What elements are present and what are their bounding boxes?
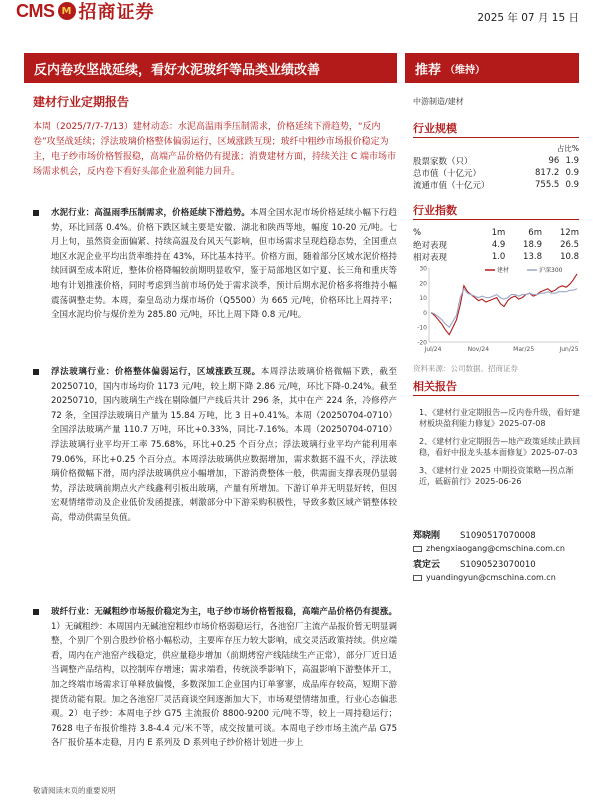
logo-cms-text: CMS	[16, 0, 55, 21]
analyst-2	[413, 557, 583, 582]
cell: 13.8	[523, 252, 542, 262]
cell: 26.5	[560, 240, 579, 250]
bullet-fiberglass	[33, 605, 397, 751]
legend-label: 建材	[497, 267, 510, 274]
scale-col-header: 占比%	[556, 144, 579, 153]
cell: 绝对表现	[413, 241, 448, 251]
cell: 1m	[491, 228, 506, 238]
cell: 相对表现	[413, 253, 448, 263]
bullet-glass	[33, 365, 397, 526]
analyst-1	[413, 528, 583, 553]
cell: 4.9	[491, 240, 506, 250]
cell: 755.5	[535, 180, 560, 190]
logo-mark-icon: M	[58, 2, 76, 20]
y-tick-label: 10	[419, 295, 427, 303]
table-row	[413, 167, 579, 179]
bullet-body: 本周浮法玻璃价格微幅下跌，截至 20250710，国内市场均价 1173 元/吨，较上期下降 2.86 元/吨，环比下降-0.24%。截至 20250710，国内玻璃生产线在剔除僵尸产线后共计 296 条，其中在产 224 条，冷修停产 72 条，全国浮法玻璃日产量为 15.84 万吨，比 3 日+0.41%。本周（20250704-0710）全国浮法玻璃产量 110.7 万吨，环比+0.33%，同比-7.16%。本周（20250704-0710）浮法玻璃行业平均开工率 75.68%，环比+0.25 个百分点；浮法玻璃行业平均产能利用率 79.06%，环比+0.25 个百分点。本周浮法玻璃供应数据增加，需求数据不温不火，浮法玻璃价格微幅下滑，周内浮法玻璃供应小幅增加，下游消费整体一般，供需面支撑表现仍显弱势，浮法玻璃前期点火产线鑫利引板出玻璃，产量有所增加。下游订单并无明显好转，但因宏观情绪带动及企业低价发函提涨，刺激部分中下游采购积极性，导致多数区域产销整体较高，带动供需呈负值。	[51, 367, 397, 523]
related-heading: 相关报告	[413, 376, 579, 396]
bullet-body: 1）无碱粗纱：本周国内无碱池窑粗纱市场价格弱稳运行，各池窑厂主流产品报价暂无明显调整，个别厂个别合股纱价格小幅松动，主要库存压力较大影响，成交灵活政策持续。供应端看，周内在产池窑产线稳定，供应量稳步增加（前期烤窑产线陆续生产正常），部分厂近日适当调整产品结构，以控制库存增速；需求端看，传统淡季影响下，高温影响下游整体开工，加之终端市场需求订单释放偏慢，多数深加工企业国内订单寥寥，成品库存较高，短期下游提货动能有限。加之各池窑厂灵活商谈空间逐渐加大下，市场观望情绪加重，行业心态偏悲观。2）电子纱：本周电子纱 G75 主流报价 8800-9200 元/吨不等，较上一周持稳运行；7628 电子布报价维持 3.8-4.4 元/米不等，成交按量可谈。本周电子纱市场主流产品 G75 各厂报价基本走稳，月内 E 系列及 D 系列电子纱价格计划进一步上	[51, 621, 397, 749]
cell: 1.0	[491, 252, 506, 262]
x-tick-label: Jul/24	[424, 346, 442, 353]
rating-sub: （维持）	[445, 64, 486, 76]
cell: 股票家数（只）	[413, 157, 473, 167]
cell: 817.2	[535, 168, 560, 178]
legend-label: 沪深300	[539, 267, 563, 274]
analyst-email[interactable]: yuandingyun@cmschina.com.cn	[426, 573, 556, 582]
cell: 流通市值（十亿元）	[413, 181, 490, 191]
rating-label: 推荐	[415, 62, 442, 78]
analyst-id: S1090523070010	[460, 560, 536, 570]
analyst-name: 郑晓刚	[413, 531, 441, 541]
bullet-head: 浮法玻璃行业：价格整体偏弱运行，区域涨跌互现。	[51, 367, 261, 377]
table-row	[413, 227, 579, 239]
series-line-0	[431, 274, 577, 335]
y-tick-label: 30	[419, 265, 427, 273]
series-line-1	[431, 289, 577, 328]
report-subtitle: 建材行业定期报告	[33, 95, 130, 109]
bullet-square-icon	[33, 210, 39, 216]
chart-source: 资料来源：公司数据、招商证券	[413, 364, 518, 373]
x-tick-label: Nov/24	[467, 346, 490, 353]
cell: 1.9	[565, 156, 579, 166]
company-logo	[16, 0, 216, 22]
y-tick-label: 0	[423, 309, 427, 317]
analyst-name: 袁定云	[413, 560, 441, 570]
cell: 0.9	[565, 168, 579, 178]
table-row	[413, 179, 579, 191]
cell: 96	[548, 156, 560, 166]
cell: %	[413, 228, 422, 238]
y-tick-label: -20	[417, 339, 427, 347]
related-report-item[interactable]: 1、《建材行业定期报告—反内卷升级，看好建材板块盈利能力修复》2025-07-08	[419, 408, 581, 428]
scale-table	[413, 155, 579, 191]
scale-heading: 行业规模	[413, 118, 579, 138]
related-report-item[interactable]: 2、《建材行业定期报告—地产政策延续止跌回稳，看好中报龙头基本面修复》2025-07-03	[419, 437, 581, 457]
x-tick-label: Mar/25	[513, 346, 535, 353]
index-heading: 行业指数	[413, 200, 579, 220]
y-tick-label: 20	[419, 280, 427, 288]
cell: 6m	[528, 228, 542, 238]
mail-icon	[413, 575, 422, 581]
table-row	[413, 239, 579, 251]
cell: 12m	[559, 228, 579, 238]
bullet-body: 本周全国水泥市场价格延续小幅下行趋势，环比回落 0.4%。价格下跌区域主要是安徽、湖北和陕西等地，幅度 10-20 元/吨。七月上旬，虽然资金面偏紧、持续高温及台风天气影响，但市场需求呈现趋稳态势，全国重点地区水泥企业平均出货率维持在 43%，环比基本持平。价格方面，随着部分区域水泥价格持续回调至成本附近，整体价格降幅较前期明显收窄，鉴于局部地区如宁夏、长三角和重庆等地有计划推涨价格，同时考虑到当前市场仍处于需求淡季，预计后期水泥价格多将维持小幅震荡调整走势。本周，秦皇岛动力煤市场价（Q5500）为 665 元/吨，价格环比上周持平；全国水泥均价与煤价差为 285.80 元/吨，环比上周下降 0.8 元/吨。	[51, 208, 397, 321]
index-chart	[413, 262, 583, 354]
bullet-head: 水泥行业：高温雨季压制需求，价格延续下滑趋势。	[51, 208, 251, 218]
analyst-id: S1090517070008	[460, 531, 536, 541]
mail-icon	[413, 546, 422, 552]
index-table	[413, 227, 579, 263]
analyst-email[interactable]: zhengxiaogang@cmschina.com.cn	[426, 544, 565, 553]
footer-note: 敬请阅读末页的重要说明	[33, 786, 116, 795]
x-tick-label: Jun/25	[559, 346, 579, 353]
table-row	[413, 155, 579, 167]
rating-badge	[405, 53, 579, 83]
logo-cn-text: 招商证券	[78, 2, 155, 23]
lead-paragraph: 本周（2025/7/7-7/13）建材动态：水泥高温雨季压制需求，价格延续下滑趋势，“反内卷”攻坚战延续；浮法玻璃价格整体偏弱运行，区域涨跌互现；玻纤中粗纱市场报价稳定为主，电子纱市场价格暂报稳，高端产品价格仍有提涨；消费建材方面，持续关注 C 端市场市场需求机会，反内卷下看好头部企业盈利能力回升。	[33, 122, 397, 177]
bullet-square-icon	[33, 369, 39, 375]
y-tick-label: -10	[417, 324, 427, 332]
cell: 10.8	[560, 252, 579, 262]
cell: 18.9	[523, 240, 542, 250]
bullet-head: 玻纤行业：无碱粗纱市场报价稳定为主，电子纱市场价格暂报稳，高端产品价格仍有提涨。	[51, 607, 397, 617]
industry-label: 中游制造/建材	[413, 97, 464, 106]
bullet-cement	[33, 206, 397, 323]
bullet-square-icon	[33, 609, 39, 615]
cell: 0.9	[565, 180, 579, 190]
related-reports-list	[419, 407, 585, 494]
cell: 总市值（十亿元）	[413, 169, 482, 179]
report-title: 反内卷攻坚战延续，看好水泥玻纤等品类业绩改善	[24, 53, 397, 83]
index-chart-svg	[413, 262, 583, 354]
report-date: 2025 年 07 月 15 日	[477, 12, 579, 24]
related-report-item[interactable]: 3、《建材行业 2025 中期投资策略—拐点渐近，砥砺前行》2025-06-26	[419, 466, 574, 486]
